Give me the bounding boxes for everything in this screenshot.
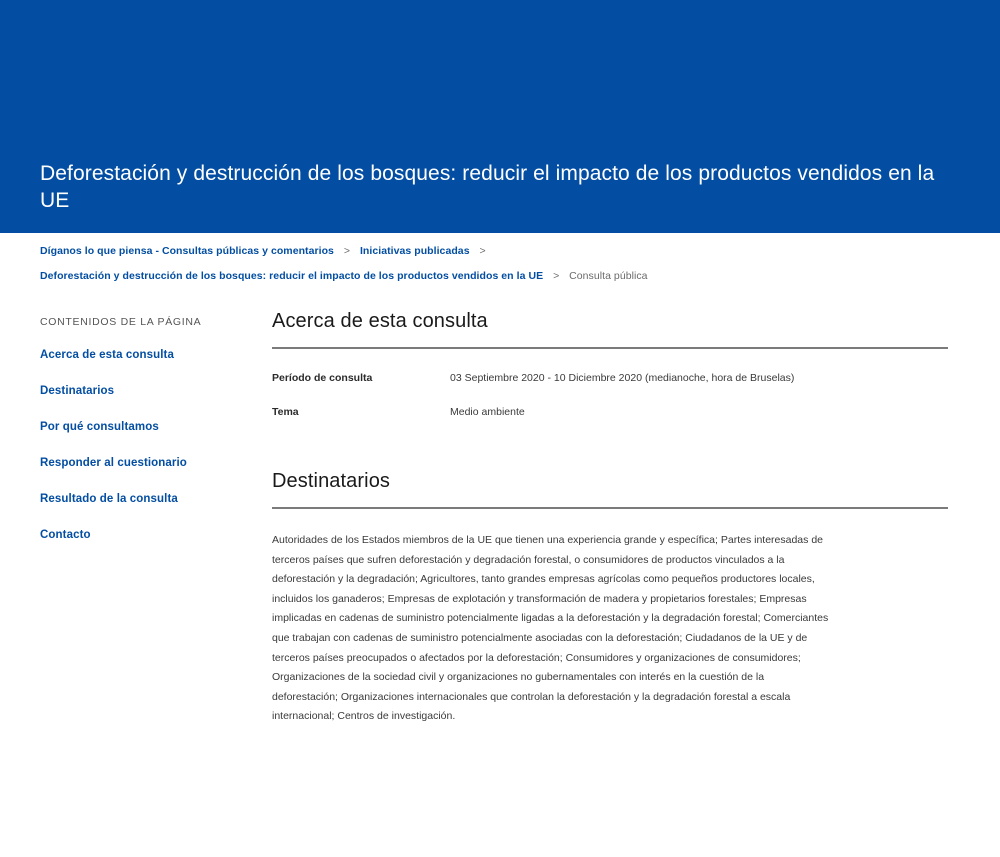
section-heading-about: Acerca de esta consulta [272, 310, 488, 332]
main-content [272, 310, 948, 727]
sidebar-item-about[interactable]: Acerca de esta consulta [40, 349, 174, 361]
breadcrumb-separator-icon: > [553, 270, 560, 282]
breadcrumb-item-consultations[interactable]: Díganos lo que piensa - Consultas públicas y comentarios [40, 245, 334, 257]
table-row [272, 371, 948, 386]
breadcrumb-item-initiative[interactable]: Deforestación y destrucción de los bosques: reducir el impacto de los productos vendidos en la UE [40, 270, 544, 282]
breadcrumb [40, 243, 960, 293]
page-title: Deforestación y destrucción de los bosques: reducir el impacto de los productos vendidos en la UE [40, 162, 935, 212]
section-divider [272, 507, 948, 509]
section-heading-target-audience: Destinatarios [272, 470, 391, 492]
meta-label-topic: Tema [272, 406, 299, 418]
meta-value-period: 03 Septiembre 2020 - 10 Diciembre 2020 (medianoche, hora de Bruselas) [450, 372, 795, 384]
sidebar-item-respond-questionnaire[interactable]: Responder al cuestionario [40, 457, 187, 469]
page-contents-title: CONTENIDOS DE LA PÁGINA [40, 316, 202, 328]
breadcrumb-item-initiatives[interactable]: Iniciativas publicadas [359, 245, 470, 257]
spacer [272, 439, 948, 470]
breadcrumb-row-1 [40, 243, 960, 259]
breadcrumb-item-current: Consulta pública [569, 270, 648, 282]
page-contents-nav [40, 316, 240, 564]
hero-banner [0, 0, 1000, 233]
sidebar-item-consultation-outcome[interactable]: Resultado de la consulta [40, 493, 178, 505]
meta-label-period: Período de consulta [272, 372, 373, 384]
section-divider [272, 347, 948, 349]
breadcrumb-row-2 [40, 268, 960, 284]
meta-value-topic: Medio ambiente [450, 406, 525, 418]
table-row [272, 405, 948, 420]
sidebar-item-target-audience[interactable]: Destinatarios [40, 385, 115, 397]
breadcrumb-separator-icon: > [343, 245, 351, 257]
target-audience-body: Autoridades de los Estados miembros de la UE que tienen una experiencia grande y específica; Partes interesadas de terceros países que sufren deforestación y degradación forestal, o consumidores de productos vinculados a la deforestación y la degradación; Agricultores, tanto grandes empresas agrícolas como pequeños productores locales, incluidos los ganaderos; Empresas de explotación y transformación de madera y propietarios forestales; Empresas implicadas en cadenas de suministro potencialmente ligadas a la deforestación y la degradación forestal; Comerciantes que trabajan con cadenas de suministro potencialmente asociadas con la deforestación; Ciudadanos de la UE y de terceros países preocupados o afectados por la deforestación; Consumidores y organizaciones de consumidores; Organizaciones de la sociedad civil y organizaciones no gubernamentales con interés en la cuestión de la deforestación; Organizaciones internacionales que controlan la deforestación y la degradación forestal a escala internacional; Centros de investigación. [272, 534, 829, 723]
sidebar-item-contact[interactable]: Contacto [40, 529, 91, 541]
breadcrumb-separator-icon: > [479, 245, 486, 257]
sidebar-item-why-we-consult[interactable]: Por qué consultamos [40, 421, 159, 433]
